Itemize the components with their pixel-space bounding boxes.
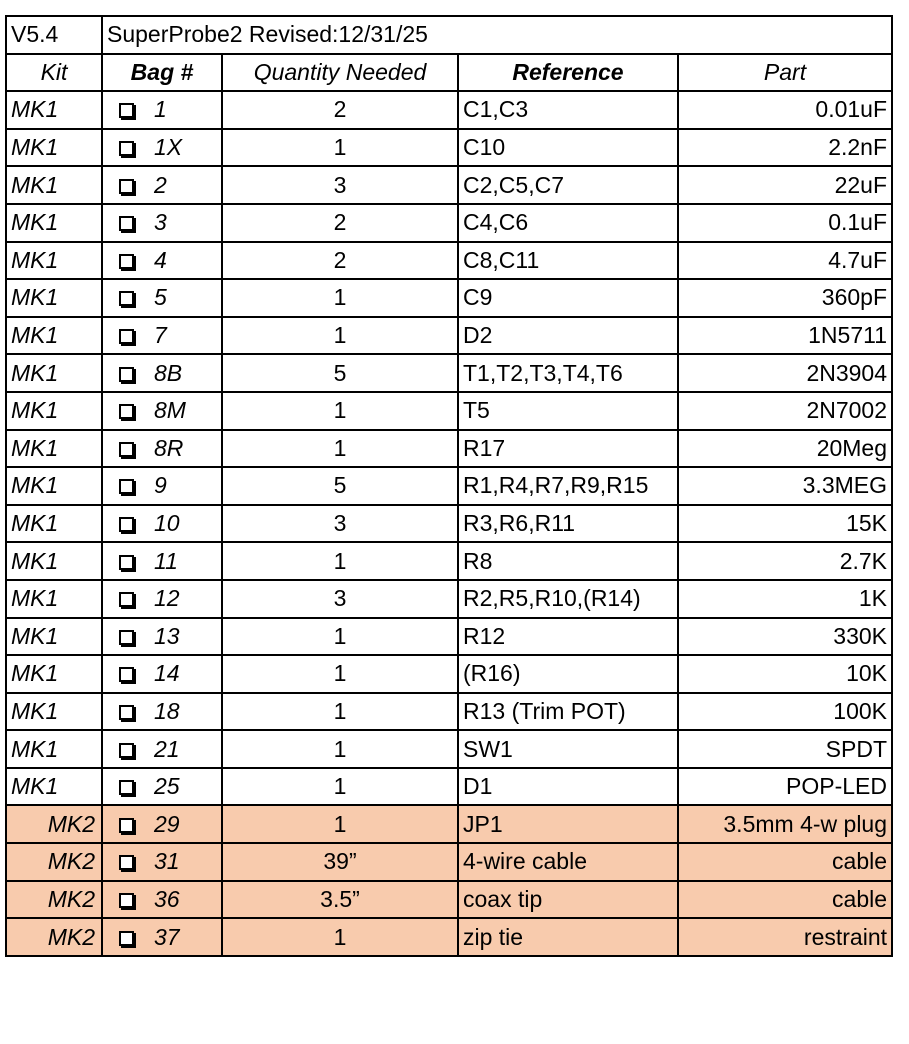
part-cell: 0.1uF [678,204,892,242]
reference-cell: coax tip [458,881,678,919]
kit-cell: MK2 [6,805,102,843]
kit-cell: MK1 [6,693,102,731]
quantity-cell: 5 [222,467,458,505]
checkbox-icon[interactable] [119,517,134,532]
bag-cell [102,91,222,129]
table-row [6,430,892,468]
kit-cell: MK2 [6,881,102,919]
reference-cell: R17 [458,430,678,468]
reference-cell: (R16) [458,655,678,693]
part-cell: 20Meg [678,430,892,468]
checkbox-icon[interactable] [119,329,134,344]
part-cell: restraint [678,918,892,956]
parts-table [5,15,893,957]
bag-cell [102,918,222,956]
bag-cell [102,129,222,167]
table-row [6,768,892,806]
bag-cell [102,204,222,242]
kit-cell: MK1 [6,618,102,656]
quantity-cell: 2 [222,242,458,280]
checkbox-icon[interactable] [119,893,134,908]
bag-cell [102,730,222,768]
kit-cell: MK1 [6,768,102,806]
bag-number: 7 [154,322,167,349]
table-row [6,242,892,280]
table-row [6,805,892,843]
part-cell: cable [678,881,892,919]
reference-cell: C1,C3 [458,91,678,129]
checkbox-icon[interactable] [119,818,134,833]
bag-cell [102,693,222,731]
table-row [6,580,892,618]
bag-number: 2 [154,171,167,198]
part-cell: 10K [678,655,892,693]
bag-number: 12 [154,585,180,612]
bag-number: 10 [154,510,180,537]
kit-cell: MK1 [6,129,102,167]
reference-cell: C9 [458,279,678,317]
checkbox-icon[interactable] [119,179,134,194]
part-cell: 1N5711 [678,317,892,355]
bag-cell [102,430,222,468]
bag-number: 1 [154,96,167,123]
reference-cell: R12 [458,618,678,656]
part-cell: 4.7uF [678,242,892,280]
bag-number: 5 [154,284,167,311]
checkbox-icon[interactable] [119,404,134,419]
reference-cell: JP1 [458,805,678,843]
kit-cell: MK1 [6,279,102,317]
table-row [6,129,892,167]
table-row [6,467,892,505]
table-row [6,279,892,317]
version-cell: V5.4 [6,16,102,54]
reference-cell: zip tie [458,918,678,956]
kit-cell: MK1 [6,392,102,430]
bag-number: 9 [154,472,167,499]
table-row [6,91,892,129]
part-cell: SPDT [678,730,892,768]
reference-cell: R3,R6,R11 [458,505,678,543]
bag-number: 8R [154,434,184,461]
kit-cell: MK1 [6,242,102,280]
bag-cell [102,580,222,618]
bag-number: 14 [154,660,180,687]
part-cell: 2N7002 [678,392,892,430]
quantity-cell: 1 [222,279,458,317]
reference-cell: C2,C5,C7 [458,166,678,204]
bag-number: 3 [154,209,167,236]
bag-number: 21 [154,735,180,762]
kit-cell: MK1 [6,166,102,204]
bag-cell [102,618,222,656]
bag-cell [102,542,222,580]
reference-cell: R1,R4,R7,R9,R15 [458,467,678,505]
reference-cell: C10 [458,129,678,167]
header-reference: Reference [458,54,678,92]
table-row [6,618,892,656]
checkbox-icon[interactable] [119,780,134,795]
checkbox-icon[interactable] [119,630,134,645]
part-cell: cable [678,843,892,881]
quantity-cell: 1 [222,768,458,806]
table-row [6,918,892,956]
bag-cell [102,467,222,505]
quantity-cell: 39” [222,843,458,881]
bag-number: 11 [154,547,178,574]
quantity-cell: 1 [222,392,458,430]
checkbox-icon[interactable] [119,479,134,494]
part-cell: 0.01uF [678,91,892,129]
quantity-cell: 1 [222,129,458,167]
table-row [6,354,892,392]
bag-number: 8M [154,397,186,424]
document-title: SuperProbe2 Revised:12/31/25 [102,16,892,54]
part-cell: 15K [678,505,892,543]
table-row [6,204,892,242]
bag-number: 13 [154,622,180,649]
checkbox-icon[interactable] [119,291,134,306]
part-cell: 1K [678,580,892,618]
bag-number: 4 [154,246,167,273]
header-quantity: Quantity Needed [222,54,458,92]
part-cell: 2.2nF [678,129,892,167]
reference-cell: D1 [458,768,678,806]
quantity-cell: 5 [222,354,458,392]
kit-cell: MK1 [6,730,102,768]
reference-cell: R2,R5,R10,(R14) [458,580,678,618]
table-row [6,392,892,430]
table-row [6,843,892,881]
bag-cell [102,655,222,693]
bag-number: 1X [154,134,183,161]
checkbox-icon[interactable] [119,254,134,269]
checkbox-icon[interactable] [119,367,134,382]
table-row [6,881,892,919]
kit-cell: MK1 [6,91,102,129]
checkbox-icon[interactable] [119,141,134,156]
part-cell: 330K [678,618,892,656]
quantity-cell: 3 [222,166,458,204]
bag-cell [102,881,222,919]
kit-cell: MK1 [6,655,102,693]
bag-number: 31 [154,848,180,875]
checkbox-icon[interactable] [119,555,134,570]
kit-cell: MK1 [6,430,102,468]
table-row [6,730,892,768]
checkbox-icon[interactable] [119,705,134,720]
quantity-cell: 1 [222,805,458,843]
reference-cell: R8 [458,542,678,580]
reference-cell: C8,C11 [458,242,678,280]
checkbox-icon[interactable] [119,103,134,118]
part-cell: 3.3MEG [678,467,892,505]
quantity-cell: 1 [222,618,458,656]
kit-cell: MK1 [6,354,102,392]
kit-cell: MK1 [6,542,102,580]
kit-cell: MK1 [6,580,102,618]
part-cell: 2.7K [678,542,892,580]
checkbox-icon[interactable] [119,743,134,758]
bag-number: 8B [154,359,183,386]
table-row [6,655,892,693]
part-cell: POP-LED [678,768,892,806]
header-part: Part [678,54,892,92]
reference-cell: 4-wire cable [458,843,678,881]
bag-number: 36 [154,885,180,912]
bag-cell [102,768,222,806]
table-row [6,505,892,543]
bag-number: 29 [154,810,180,837]
quantity-cell: 1 [222,730,458,768]
reference-cell: C4,C6 [458,204,678,242]
checkbox-icon[interactable] [119,667,134,682]
title-row [6,16,892,54]
bag-number: 18 [154,697,180,724]
quantity-cell: 1 [222,918,458,956]
bag-cell [102,805,222,843]
part-cell: 2N3904 [678,354,892,392]
kit-cell: MK1 [6,204,102,242]
quantity-cell: 3 [222,580,458,618]
header-row [6,54,892,92]
reference-cell: D2 [458,317,678,355]
reference-cell: R13 (Trim POT) [458,693,678,731]
bag-cell [102,843,222,881]
quantity-cell: 1 [222,693,458,731]
quantity-cell: 1 [222,655,458,693]
bag-number: 37 [154,923,180,950]
bag-cell [102,279,222,317]
reference-cell: T1,T2,T3,T4,T6 [458,354,678,392]
part-cell: 3.5mm 4-w plug [678,805,892,843]
bag-cell [102,354,222,392]
checkbox-icon[interactable] [119,855,134,870]
kit-cell: MK2 [6,843,102,881]
bag-number: 25 [154,773,180,800]
header-kit: Kit [6,54,102,92]
quantity-cell: 1 [222,317,458,355]
checkbox-icon[interactable] [119,592,134,607]
quantity-cell: 2 [222,91,458,129]
kit-cell: MK1 [6,467,102,505]
part-cell: 360pF [678,279,892,317]
kit-cell: MK1 [6,505,102,543]
table-row [6,693,892,731]
table-row [6,542,892,580]
quantity-cell: 3.5” [222,881,458,919]
header-bag: Bag # [102,54,222,92]
kit-cell: MK1 [6,317,102,355]
reference-cell: SW1 [458,730,678,768]
bag-cell [102,242,222,280]
bag-cell [102,317,222,355]
table-row [6,166,892,204]
quantity-cell: 2 [222,204,458,242]
checkbox-icon[interactable] [119,442,134,457]
kit-cell: MK2 [6,918,102,956]
quantity-cell: 3 [222,505,458,543]
quantity-cell: 1 [222,430,458,468]
checkbox-icon[interactable] [119,931,134,946]
checkbox-icon[interactable] [119,216,134,231]
part-cell: 100K [678,693,892,731]
part-cell: 22uF [678,166,892,204]
table-row [6,317,892,355]
bag-cell [102,392,222,430]
quantity-cell: 1 [222,542,458,580]
bag-cell [102,166,222,204]
reference-cell: T5 [458,392,678,430]
bag-cell [102,505,222,543]
